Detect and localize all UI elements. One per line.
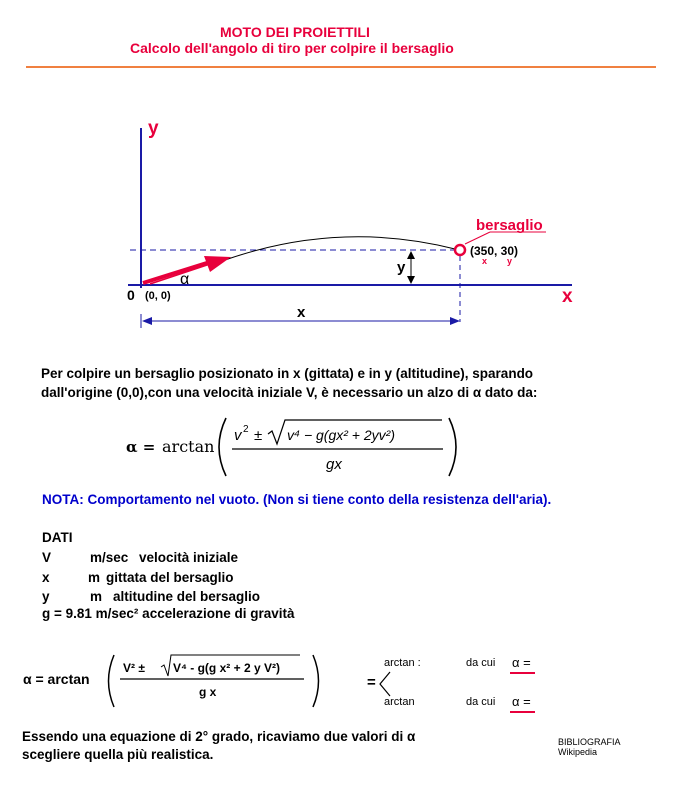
- data-row-symbol: V: [42, 550, 52, 565]
- bibliography-title: BIBLIOGRAFIA: [558, 737, 621, 747]
- data-row-unit: m: [88, 570, 101, 585]
- data-row-desc: gittata del bersaglio: [106, 570, 234, 585]
- formula1-right-paren: [449, 418, 456, 476]
- bibliography-source: Wikipedia: [558, 747, 598, 757]
- branch2-underline: [510, 711, 535, 713]
- height-arrowhead-bottom: [407, 276, 415, 284]
- formula2-fraction: [104, 652, 326, 710]
- origin-label: 0: [127, 287, 135, 303]
- branch2-dacui: da cui: [466, 696, 496, 708]
- trajectory-curve: [225, 237, 455, 260]
- formula1-lhs: α =: [126, 438, 156, 456]
- target-coords: (350, 30): [470, 244, 519, 258]
- data-row-symbol: x: [42, 570, 50, 585]
- y-axis-label: y: [148, 118, 159, 139]
- branch2-func: arctan: [384, 696, 415, 708]
- distance-arrowhead-left: [142, 317, 152, 325]
- height-label: y: [397, 259, 406, 276]
- formula1-func: arctan: [162, 437, 215, 456]
- page-title: MOTO DEI PROIETTILI: [220, 24, 370, 40]
- height-arrowhead-top: [407, 251, 415, 259]
- formula1-num-root: v⁴ − g(gx² + 2yv²): [287, 427, 395, 443]
- target-label: bersaglio: [476, 217, 543, 234]
- formula2-left-paren: [109, 655, 115, 707]
- formula1-num-exp: 2: [243, 424, 249, 435]
- target-y-subscript: y: [507, 256, 513, 266]
- target-x-subscript: x: [482, 256, 488, 266]
- data-row-unit: m/sec: [90, 550, 129, 565]
- x-axis-label: x: [562, 286, 573, 307]
- target-marker: [455, 245, 465, 255]
- branch2-result: α =: [512, 694, 531, 709]
- origin-coords: (0, 0): [145, 290, 171, 302]
- formula1-left-paren: [219, 418, 226, 476]
- formula1-denominator: gx: [326, 456, 342, 473]
- angle-label: α: [180, 271, 190, 288]
- formula2-denominator: g x: [199, 685, 217, 699]
- intro-line-1: Per colpire un bersaglio posizionato in x (gittata) e in y (altitudine), sparando: [41, 366, 534, 381]
- branch1-underline: [510, 672, 535, 674]
- gravity-row: g = 9.81 m/sec² accelerazione di gravità: [42, 606, 295, 621]
- conclusion-line-2: scegliere quella più realistica.: [22, 747, 214, 762]
- formula2-right-paren: [313, 655, 319, 707]
- branch1-dacui: da cui: [466, 657, 496, 669]
- formula1-num-pm: ±: [254, 427, 263, 444]
- branch-bracket: [376, 670, 392, 698]
- distance-arrowhead-right: [450, 317, 460, 325]
- formula2-lhs: α = arctan: [23, 671, 90, 687]
- data-row-desc: altitudine del bersaglio: [113, 589, 261, 604]
- conclusion-line-1: Essendo una equazione di 2° grado, ricaviamo due valori di α: [22, 729, 416, 744]
- velocity-arrow: [143, 262, 210, 283]
- vacuum-note: NOTA: Comportamento nel vuoto. (Non si tiene conto della resistenza dell'aria).: [42, 492, 552, 507]
- formula1-num-v: v: [234, 427, 242, 444]
- branch1-result: α =: [512, 655, 531, 670]
- formula2-num-root: V⁴ - g(g x² + 2 y V²): [173, 661, 280, 675]
- trajectory-diagram: [0, 0, 684, 340]
- branch1-func: arctan :: [384, 657, 421, 669]
- data-row-unit: m: [90, 589, 103, 604]
- formula2-equals: =: [367, 674, 376, 691]
- data-heading: DATI: [42, 530, 73, 545]
- formula2-num-prefix: V² ±: [123, 661, 145, 675]
- formula1-fraction: [214, 414, 462, 480]
- distance-label: x: [297, 304, 306, 321]
- data-row-symbol: y: [42, 589, 50, 604]
- intro-line-2: dall'origine (0,0),con una velocità iniziale V, è necessario un alzo di α dato da:: [41, 385, 538, 400]
- data-row-desc: velocità iniziale: [139, 550, 239, 565]
- page-subtitle: Calcolo dell'angolo di tiro per colpire il bersaglio: [130, 40, 454, 56]
